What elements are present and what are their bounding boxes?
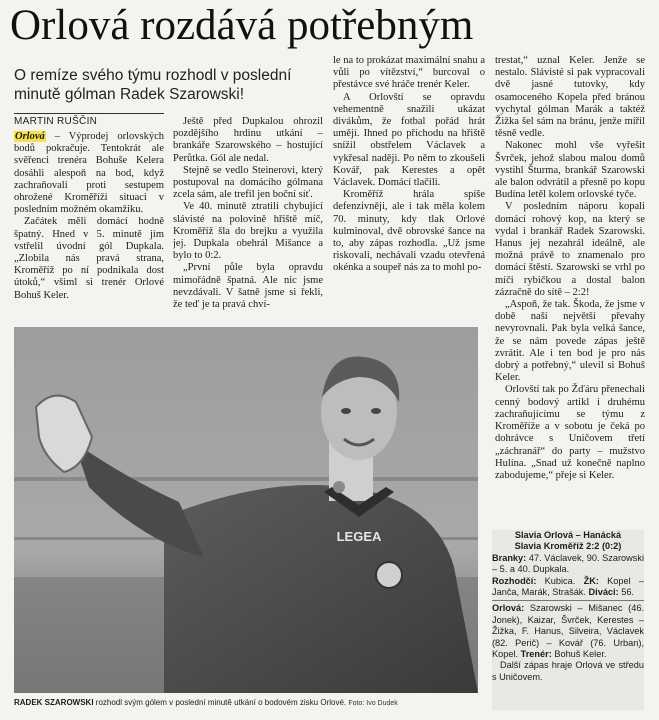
club-crest-icon	[376, 562, 402, 588]
referee-value: Kubica.	[536, 575, 576, 586]
caption-name: RADEK SZAROWSKI	[14, 698, 94, 707]
paragraph: Ve 40. minutě ztratili chybující slávisté na polovině hřiště míč, Kroměříž šla do brejku a využila jej. Dupkala obehrál Mišance a bylo to 0:2.	[173, 201, 323, 262]
paragraph: le na to prokázat maximální snahu a vůli po vítězství,“ burcoval o přestávce své hráče trenér Keler.	[333, 55, 485, 91]
match-score: Slavia Kroměříž 2:2 (0:2)	[514, 541, 622, 552]
article-column-2	[173, 116, 323, 324]
cards-label: ŽK:	[583, 575, 599, 586]
paragraph: Stejně se vedlo Steinerovi, který postupoval na domácího gólmana zcela sám, ale trefil jen boční síť.	[173, 164, 323, 201]
article-column-3	[333, 55, 485, 324]
paragraph: trestat,“ uznal Keler. Jenže se nestalo. Slávisté si pak vypracovali dvě jasné tutovky, kdy osamoceného Kopela před bránou vychytal gólman Marák a taktéž Žižka šel sám na bránu, jenže mířil těsně vedle.	[495, 55, 645, 140]
jersey-brand: LEGEA	[336, 529, 382, 544]
attendance-value: 56.	[618, 587, 634, 598]
goals-line	[492, 553, 644, 576]
paragraph: „Aspoň, že tak. Škoda, že jsme v době naší největší převahy nevyrovnali. Pak byla velká šance, že se nám povede zápas ještě zvrátit. Ale i ten bod je pro nás dobrý a potřebný,“ ulevil si Bohuš Keler.	[495, 299, 645, 384]
byline: MARTIN RUŠČIN	[14, 116, 98, 127]
article-column-1	[14, 131, 164, 321]
divider	[492, 600, 644, 601]
referee-label: Rozhodčí:	[492, 575, 537, 586]
paragraph: Začátek měli domácí hodně špatný. Hned v 5. minutě jim vstřelil úvodní gól Dupkala. „Zlobila nás pravá strana, Kroměříž po ní podnikala dost útoků,“ všiml si trenér Orlové Bohuš Keler.	[14, 216, 164, 301]
paragraph-text: – Výprodej orlovských bodů pokračuje. Tentokrát ale svěřenci trenéra Bohuše Kelera dosáhli alespoň na bod, když zachraňovali proti sestupem ohrožené Kroměříži situaci v posledním možném okamžiku.	[14, 131, 164, 216]
dateline: Orlová	[15, 131, 45, 142]
paragraph: Kroměříž hrála spíše defenzivněji, ale i tak měla kolem 70. minuty, kdy tlak Orlové kulminoval, dvě obrovské šance na to, aby zápas rozhodla. „Už jsme riskovali, nechávali vzadu otevřená okénka a soupeř nás za to mohl po-	[333, 189, 485, 274]
paragraph: V posledním náporu kopali domácí rohový kop, na který se vydal i brankář Radek Szarowski. Hanus jej nezahrál ideálně, ale možná právě to znamenalo pro domácí štěstí. Szarowski se vrhl po míči rybičkou a dostal balon zázračně do sítě – 2:2!	[495, 201, 645, 298]
match-title: Slavia Orlová – Hanácká	[514, 530, 622, 540]
coach-label: Trenér:	[520, 649, 552, 660]
photo-caption	[14, 697, 484, 709]
attendance-label: Diváci:	[588, 587, 619, 598]
goals-value: 47. Václavek, 90. Szarowski – 5. a 40. Dupkala.	[492, 552, 644, 575]
goals-label: Branky:	[492, 552, 527, 563]
lineup-value: Szarowski – Mišanec (46. Jonek), Kaizar, Švrček, Kerestes – Žižka, F. Hanus, Silveira, Václavek (82. Perič) – Kovář (76. Urban), Kopel.	[492, 603, 644, 660]
lineup-label: Orlová:	[492, 603, 525, 614]
officials-line	[492, 576, 644, 599]
photo-credit: Foto: Ivo Dudek	[348, 700, 398, 707]
shoulder-logo-icon	[333, 481, 345, 493]
article-column-4	[495, 55, 645, 527]
goalkeeper-photo	[14, 327, 478, 693]
paragraph: Ještě před Dupkalou ohrozil pozdějšího hrdinu utkání – brankáře Szarowského – hostující Perůtka. Gól ale nedal.	[173, 116, 323, 164]
paragraph: „První půle byla opravdu mimořádně špatná. Ale nic jsme nevzdávali. V šatně jsme si řekli, že teď je ta pravá chví-	[173, 262, 323, 311]
paragraph: Orlovští tak po Žďáru přenechali cenný bodový artikl i druhému zachraňujícímu se týmu z Kroměříže a v sobotu je čeká po dohrávce s Uničovem třetí „záchranář“ do party – mužstvo Hulína. „Snad už konečně naplno zabodujeme,“ přeje si Keler.	[495, 384, 645, 481]
paragraph: A Orlovští se opravdu vehementně snažili ukázat divákům, že fotbal pořád hrát umějí. Ihned po příchodu na hřiště snížil obstřelem Václavek a vykřesal naději. Po něm to zkoušeli Kovář, pak Kerestes a opět Václavek. Domácí tlačili.	[333, 91, 485, 189]
coach-value: Bohuš Keler.	[551, 649, 607, 660]
lineup-line	[492, 603, 644, 660]
cards-value: Kopel – Janča, Marák, Strašák.	[492, 575, 645, 598]
headline: Orlová rozdává potřebným	[10, 2, 474, 49]
caption-text: rozhodl svým gólem v poslední minutě utkání o bodovém zisku Orlové.	[93, 698, 347, 707]
lead-paragraph: O remíze svého týmu rozhodl v poslední minutě gólman Radek Szarowski!	[14, 67, 292, 103]
paragraph	[14, 131, 164, 216]
goalkeeper-illustration	[14, 327, 478, 693]
byline-rule	[14, 113, 164, 114]
next-match: Další zápas hraje Orlová ve středu s Uničovem.	[492, 660, 644, 682]
match-info-box	[492, 530, 644, 710]
paragraph: Nakonec mohl vše vyřešit Švrček, jehož slabou malou domů vystihl Šturma, brankář Szarowski ale balon odvrátil a přesně po kopu Budína letěl kolem orlovské tyče.	[495, 140, 645, 201]
